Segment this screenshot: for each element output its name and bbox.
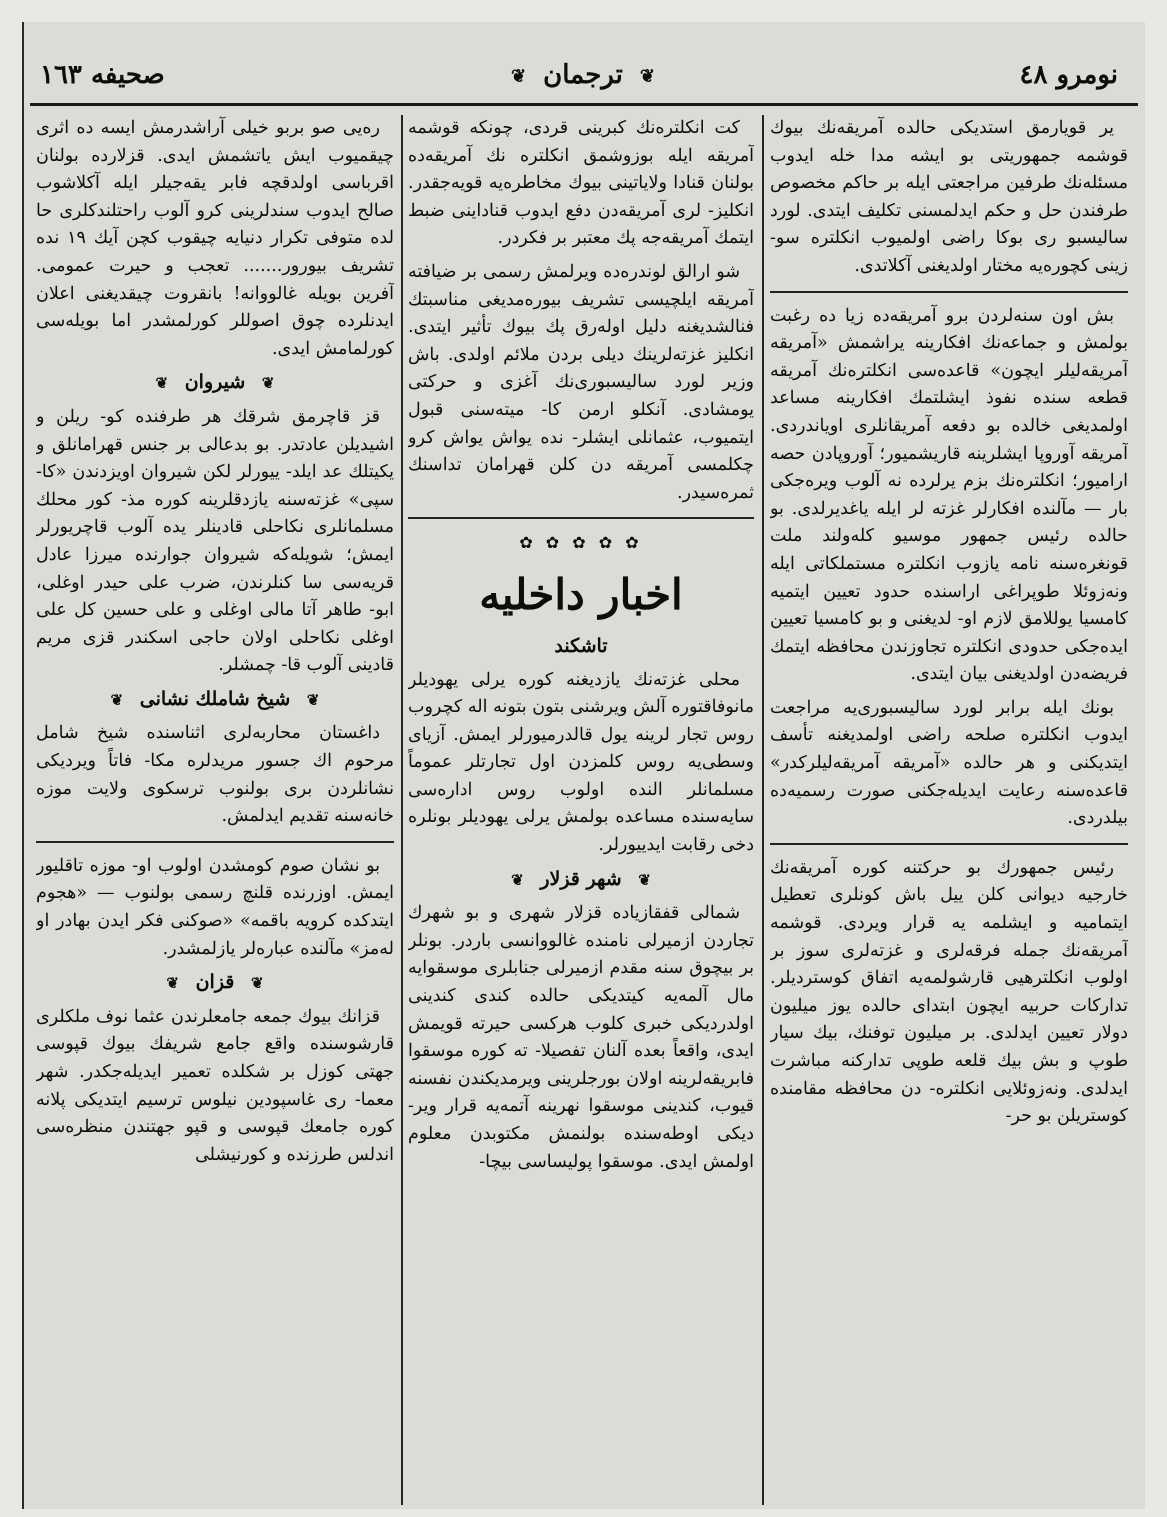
newspaper-title-text: ترجمان [543, 60, 623, 90]
left-column [36, 115, 394, 1505]
star-ornament: ✿ ✿ ✿ ✿ ✿ [519, 533, 643, 553]
article-paragraph: شمالی قفقازیاده قزلار شهری و بو شهرك تجاردن ازمیرلی نامنده غالووانسی باردر. بونلر بر بیچوق سنه مقدم ازمیرلی جنابلری موسقوایه مال آلمه‌یه کیتدیکی حالده کندی کندینی اولدردیکی خبری کلوب هرکسی حیرته قویمش ایدی، واقعاً بعده آلنان تفصیلا- ته کوره موسقوا فابریقه‌لرینه اولان بورجلرینی ویرمدیکندن نفسنه قیوب، کندینی موسقوا نهرینه آتمه‌یه قرار ویر- دیکی اوطه‌سنده بولنمش مکتوبدن معلوم اولمش ایدی. موسقوا پولیساسی بیچا- [408, 903, 754, 1172]
ornament-icon: ❦ [110, 690, 124, 709]
ornament-icon: ❦ [510, 65, 527, 87]
subheading-tashkent: تاشکند [554, 634, 608, 657]
article-paragraph: داغستان محاربه‌لری اثناسنده شیخ شامل مرحوم اك جسور مریدلره مکا- فاتاً ویردیکی نشانلردن بری بولنوب ترسکوی ولایت موزه خانه‌سنه تقدیم ایدلمش. [36, 723, 394, 827]
article-paragraph: یر قویارمق استدیکی حالده آمریقه‌نك بیوك قوشمه جمهوریتی بو ایشه مدا خله ایدوب مسئله‌نك طرفین مراجعتی ایله بر حاکم مخصوص طرفندن حل و حکم ایدلمسنی تکلیف ایتدی. لورد سالیسبو ری بوکا راضی اولمیوب انکلتره سو- زینی کچوره‌یه مختار اولدیغنی آکلاتدی. [770, 118, 1128, 276]
article-paragraph: بونك ایله برابر لورد سالیسبوری‌یه مراجعت ایدوب انکلتره صلحه راضی اولمدیغنه تأسف ایتدیکنی و هر حالده «آمریقه آمریقه‌لیلرکدر» قاعده‌سنه رعایت ایدیله‌جکنی صورت رسمیه‌ده بیلدردی. [770, 697, 1128, 829]
middle-column [408, 115, 754, 1505]
right-column [770, 115, 1128, 1505]
section-divider [408, 517, 754, 519]
subheading-shamil: ❦ شیخ شاملك نشانی ❦ [110, 687, 320, 710]
paragraph-divider [770, 291, 1128, 293]
article-paragraph: کت انکلتره‌نك کبرینی قردی، چونکه قوشمه آمریقه ایله بوزوشمق انکلتره نك آمریقه‌ده بولنان قنادا ولایاتینی بیوك مخاطره‌یه قویه‌جقدر. انکلیز- لری آمریقه‌دن دفع ایدوب قناداینی ضبط ایتمك آمریقه‌جه پك معتبر بر فکردر. [408, 118, 754, 249]
paragraph-divider [36, 841, 394, 843]
ornament-icon: ❦ [261, 374, 275, 393]
issue-number: نومرو ٤٨ [1019, 60, 1118, 90]
subheading-shirvan: ❦ شیروان ❦ [155, 371, 275, 394]
article-paragraph: شو ارالق لوندره‌ده ویرلمش رسمی بر ضیافته آمریقه ایلچیسی تشریف بیوره‌مدیغی مناسبتك فنالشدیغنه دلیل اوله‌رق پك بیوك تأثیر ایتدی. انکلیز غزته‌لرینك دیلی بردن ملائم اولدی. باش وزیر لورد سالیسبوری‌نك آغزی و حرکتی یومشادی. آنکلو ارمن کا- میته‌سنی قبول ایتمیوب، عثمانلی ایشلر- نده یواش یواش کرو چکلمسی آمریقه دن کلن قهرامان تداسنك ثمره‌سیدر. [408, 261, 754, 503]
article-paragraph: بو نشان صوم کومشدن اولوب او- موزه تاقلیور ایمش. اوزرنده قلنچ رسمی بولنوب — «هجوم ایتدکده کرویه باقمه» «صوکنی فکر ایدن بهادر او له‌مز» مآلنده عباره‌لر یازلمشدر. [36, 855, 394, 959]
article-paragraph: رئیس جمهورك بو حرکتنه کوره آمریقه‌نك خارجیه دیوانی کلن ییل باش کونلری تعطیل ایتمامیه و ایشلمه یه قرار ویردی. قوشمه آمریقه‌نك جمله فرقه‌لری و غزته‌لری سوز بر اولوب انکلترهیی قارشولمه‌یه اتفاق کوستردیلر. تدارکات حربیه ایچون ابتدای حالده یوز میلیون دولار تعیین ایدلدی. بر میلیون توفنك، بیك سیار طوپ و بش بیك قلعه طوپی تدارکنه مباشرت ایدلدی. ونه‌زوئلایی انکلتره- دن محافظه مقامنده کوستریلن بو حر- [770, 857, 1128, 1127]
ornament-icon: ❦ [639, 65, 655, 87]
ornament-icon: ❦ [155, 374, 169, 393]
header-rule [30, 103, 1138, 106]
column-divider [762, 115, 764, 1505]
subheading-kizlar: ❦ شهر قزلار ❦ [511, 867, 651, 890]
ornament-icon: ❦ [511, 870, 524, 889]
page-number: صحیفه ١٦٣ [40, 60, 165, 90]
ornament-icon: ❦ [251, 974, 264, 993]
article-paragraph: بش اون سنه‌لردن برو آمریقه‌ده زیا ده رغبت بولمش و جماعه‌نك افکارینه یراشمش «آمریقه آمریقه‌لیلر ایچون» قاعده‌سی انکلتره‌نك آمریقه قطعه سنده نفوذ ایشلتمك افکارینه مساعد اولمدیغی خالده بو دفعه آمریقانلری اویاندردی. آمریقه آوروپا ایشلرینه قاریشمیور؛ آوروپادن حصه ارامیور؛ انکلتره‌نك بزم یرلرده نه آلوب ویره‌جکی بار — مآلنده افکارلر غزته لر ایله یاغدیرلدی. بو حالده رئیس جمهور موسیو کله‌ولند ملت قونغره‌سنه نامه یازوب انکلتره مستملکاتی ایله ونه‌زوئلا طوپراغی اراسنده حدود تعیین ایتمیه کامسیا یوللامق لازم او- لدیغنی و بو کامسیا تعیین ایده‌جکی حدودی انکلتره تجاوزندن محافظه ایتمك فریضه‌دن اولدیغنی بیان ایتدی. [770, 305, 1128, 685]
article-paragraph: محلی غزته‌نك یازدیغنه کوره یرلی یهودیلر مانوفاقتوره آلش ویرشنی بتون بتونه اله کچروب روس تجار لرینه یول قالدرمیورلر ایمش. آزیای وسطی‌یه روس کلمزدن اول تجارتلر عموماً مسلمانلر النده اولوب روس اداره‌سی سایه‌سنده مساعده بولمش یرلی یهودیلر بونلره دخی رقابت ایدییورلر. [408, 669, 754, 856]
section-title: اخبار داخلیه [479, 569, 683, 619]
article-paragraph: قز قاچرمق شرقك هر طرفنده کو- ریلن و اشیدیلن عادتدر. بو بدعالی بر جنس قهرامانلق و یکیتلك عد ایلد- ییورلر لکن شیروان اویزدندن «کا- سپی» غزته‌سنه یازدقلرینه کوره مذ- کور محلك مسلمانلری نکاحلی قادینلر یده آلوب قاچریورلر ایمش؛ شویله‌که شیروان جوارنده میرزا عادل قریه‌سی سا کنلرندن، ضرب علی حیدر اوغلی، ابو- طاهر آتا مالی اوغلی و علی حسین کل علی اوغلی نکاحلی اولان حاجی اسکندر قزی مریم قادینی آلوب قا- چمشلر. [36, 406, 394, 676]
article-paragraph: ره‌یی صو بربو خیلی آراشدرمش ایسه ده اثری چیقمیوب ایش یاتشمش ایدی. قزلارده بولنان اقرباسی اولدقچه فابر یقه‌جیلر ایله آکلاشوب صالح ایدوب سندلرینی کرو آلوب راحتلندکلری حا لده متوفی تکرار دنیایه چیقوب کچن آیك ١٩ نده تشریف بیورور....... تعجب و حیرت عمومی. آفرین بویله غالووانه! بانقروت چیقدیغنی اعلان ایدنلرده چوق اصوللر کورلمشدر اما بویله‌سی کورلمامش ایدی. [36, 118, 394, 359]
subheading-kazan: ❦ قزان ❦ [166, 971, 264, 994]
column-divider [401, 115, 403, 1505]
ornament-icon: ❦ [306, 690, 320, 709]
ornament-icon: ❦ [638, 870, 651, 889]
newspaper-title [28, 60, 1138, 90]
article-paragraph: قزانك بیوك جمعه جامعلرندن عثما نوف ملکلری قارشوسنده واقع جامع شریفك بیوك قپوسی جهتی کوزل بر شکلده تعمیر ایدیله‌جکدر. شهر معما- ری غاسپودین نیلوس ترسیم ایتدیکی پلانه کوره جامعك قپوسی و قپو جهتندن منظره‌سی اندلس طرزنده و کورنیشلی [36, 1006, 394, 1165]
ornament-icon: ❦ [166, 974, 179, 993]
paragraph-divider [770, 843, 1128, 845]
